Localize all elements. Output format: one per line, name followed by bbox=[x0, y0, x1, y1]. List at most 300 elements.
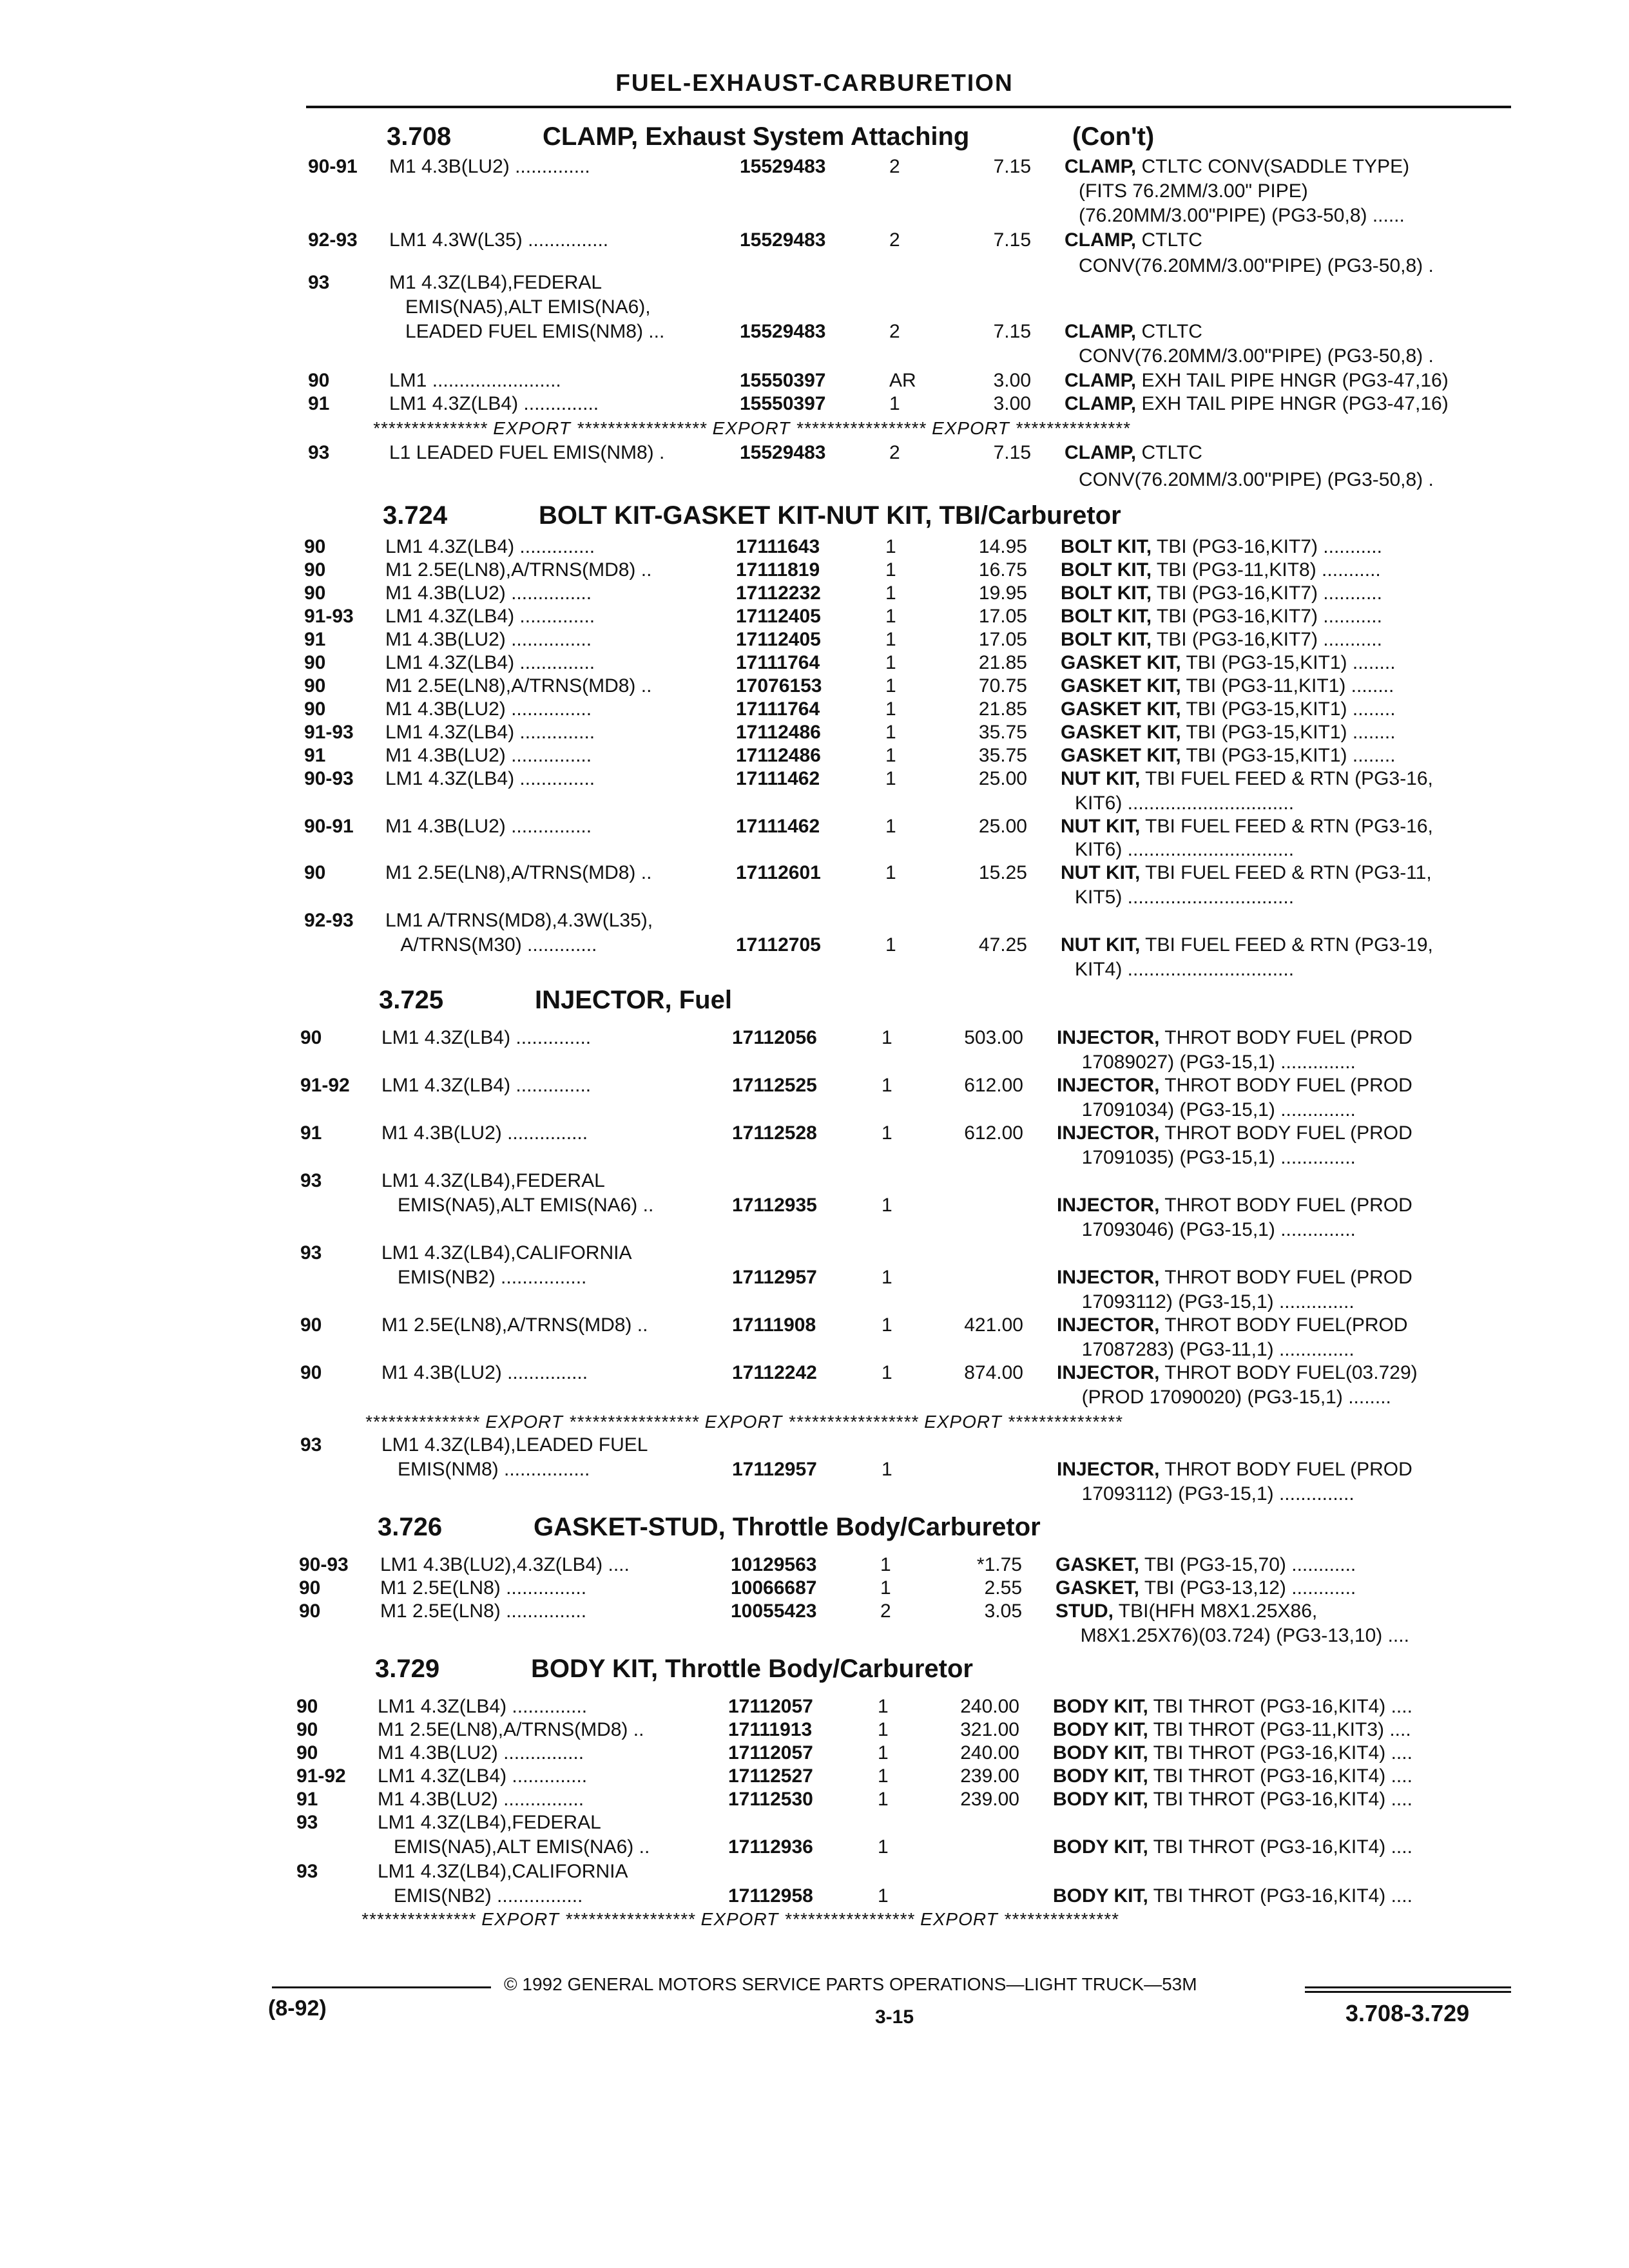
part-name: INJECTOR, bbox=[1057, 1362, 1160, 1383]
price: 47.25 bbox=[978, 934, 1027, 956]
part-description bbox=[1061, 814, 1433, 839]
model-year: 90 bbox=[299, 1577, 321, 1599]
part-detail: TBI THROT (PG3-11,KIT3) .... bbox=[1148, 1719, 1411, 1740]
quantity: 1 bbox=[885, 722, 896, 743]
part-detail: KIT6) ............................... bbox=[1075, 793, 1295, 814]
table-row bbox=[0, 295, 1629, 321]
part-detail: TBI THROT (PG3-16,KIT4) .... bbox=[1148, 1765, 1412, 1787]
table-row bbox=[0, 271, 1629, 296]
model-year: 91 bbox=[296, 1789, 318, 1810]
quantity: 1 bbox=[882, 1122, 892, 1144]
part-name: BODY KIT, bbox=[1053, 1742, 1148, 1763]
price: 14.95 bbox=[978, 536, 1027, 557]
application: M1 4.3B(LU2) ............... bbox=[385, 816, 592, 837]
quantity: 1 bbox=[880, 1577, 891, 1599]
table-row bbox=[0, 1764, 1629, 1790]
table-row bbox=[0, 1290, 1629, 1316]
quantity: 1 bbox=[885, 582, 896, 604]
part-name: GASKET, bbox=[1055, 1577, 1140, 1599]
part-name: NUT KIT, bbox=[1061, 862, 1141, 883]
part-number: 17112530 bbox=[728, 1789, 813, 1810]
part-detail: TBI (PG3-15,KIT1) ........ bbox=[1181, 745, 1396, 766]
part-number: 10055423 bbox=[731, 1600, 817, 1622]
table-row bbox=[0, 369, 1629, 394]
application: LM1 4.3B(LU2),4.3Z(LB4) .... bbox=[380, 1554, 630, 1575]
part-detail: THROT BODY FUEL (PROD bbox=[1159, 1195, 1412, 1216]
quantity: 1 bbox=[885, 606, 896, 627]
price: 7.15 bbox=[993, 156, 1031, 177]
part-description bbox=[1057, 1313, 1408, 1338]
part-description bbox=[1079, 179, 1308, 204]
part-detail: THROT BODY FUEL (PROD bbox=[1159, 1122, 1412, 1144]
part-detail: TBI (PG3-16,KIT7) ........... bbox=[1152, 536, 1382, 557]
quantity: 2 bbox=[889, 156, 900, 177]
quantity: 1 bbox=[885, 745, 896, 766]
price: 239.00 bbox=[960, 1789, 1019, 1810]
part-number: 17112936 bbox=[728, 1836, 813, 1858]
part-number: 17112486 bbox=[736, 745, 821, 766]
part-detail: TBI (PG3-15,KIT1) ........ bbox=[1181, 652, 1396, 673]
quantity: 1 bbox=[885, 768, 896, 789]
part-detail: CONV(76.20MM/3.00"PIPE) (PG3-50,8) . bbox=[1079, 469, 1434, 490]
part-description bbox=[1061, 651, 1396, 675]
section-continued: (Con't) bbox=[1072, 122, 1155, 151]
part-name: BOLT KIT, bbox=[1061, 559, 1152, 581]
part-detail: TBI FUEL FEED & RTN (PG3-11, bbox=[1140, 862, 1432, 883]
quantity: 1 bbox=[885, 862, 896, 883]
footer-rule-left bbox=[272, 1986, 491, 1988]
table-row bbox=[0, 1860, 1629, 1885]
part-number: 17111462 bbox=[736, 816, 820, 837]
table-row bbox=[0, 179, 1629, 205]
section-number: 3.729 bbox=[375, 1655, 440, 1683]
part-number: 17111462 bbox=[736, 768, 820, 789]
part-detail: TBI FUEL FEED & RTN (PG3-19, bbox=[1140, 934, 1433, 956]
quantity: 1 bbox=[885, 559, 896, 581]
export-divider: *************** EXPORT ***************** EXPORT ***************** EXPORT *************** bbox=[365, 1412, 1123, 1432]
part-name: BODY KIT, bbox=[1053, 1696, 1148, 1717]
table-row bbox=[0, 1835, 1629, 1861]
part-name: INJECTOR, bbox=[1057, 1195, 1160, 1216]
quantity: 1 bbox=[878, 1719, 889, 1740]
quantity: 1 bbox=[882, 1362, 892, 1383]
model-year: 90 bbox=[300, 1027, 322, 1048]
part-number: 10129563 bbox=[731, 1554, 817, 1575]
part-description bbox=[1061, 535, 1382, 559]
table-row bbox=[0, 1695, 1629, 1720]
model-year: 90 bbox=[304, 698, 326, 720]
table-row bbox=[0, 344, 1629, 370]
table-row bbox=[0, 1338, 1629, 1363]
model-year: 92-93 bbox=[308, 229, 358, 251]
part-number: 17112957 bbox=[732, 1267, 817, 1288]
application: M1 4.3B(LU2) ............... bbox=[385, 582, 592, 604]
part-description bbox=[1057, 1026, 1412, 1050]
part-name: BODY KIT, bbox=[1053, 1885, 1148, 1907]
section-heading bbox=[0, 1512, 1629, 1544]
section-title: INJECTOR, Fuel bbox=[535, 986, 732, 1014]
model-year: 93 bbox=[300, 1434, 322, 1456]
part-description bbox=[1061, 861, 1432, 885]
price: 35.75 bbox=[978, 722, 1027, 743]
application: LEADED FUEL EMIS(NM8) ... bbox=[389, 321, 665, 342]
quantity: 1 bbox=[885, 934, 896, 956]
part-name: BODY KIT, bbox=[1053, 1765, 1148, 1787]
part-description bbox=[1075, 791, 1294, 816]
part-detail: TBI THROT (PG3-16,KIT4) .... bbox=[1148, 1789, 1412, 1810]
table-row bbox=[0, 933, 1629, 959]
part-detail: 17089027) (PG3-15,1) .............. bbox=[1071, 1052, 1356, 1073]
price: 19.95 bbox=[978, 582, 1027, 604]
price: 7.15 bbox=[993, 321, 1031, 342]
price: 874.00 bbox=[964, 1362, 1023, 1383]
part-description bbox=[1065, 228, 1202, 253]
quantity: 1 bbox=[885, 675, 896, 697]
part-detail: TBI THROT (PG3-16,KIT4) .... bbox=[1148, 1836, 1412, 1858]
model-year: 91 bbox=[300, 1122, 322, 1144]
application: M1 4.3Z(LB4),FEDERAL bbox=[389, 272, 602, 293]
table-row bbox=[0, 628, 1629, 653]
application: M1 4.3B(LU2) ............... bbox=[385, 698, 592, 720]
part-description bbox=[1061, 767, 1433, 791]
application: M1 2.5E(LN8) ............... bbox=[380, 1577, 587, 1599]
table-row bbox=[0, 468, 1629, 494]
quantity: 1 bbox=[878, 1836, 889, 1858]
table-row bbox=[0, 1884, 1629, 1910]
table-row bbox=[0, 1433, 1629, 1459]
part-number: 17112405 bbox=[736, 629, 821, 650]
part-description bbox=[1061, 933, 1433, 957]
table-row bbox=[0, 1073, 1629, 1099]
application: M1 4.3B(LU2) ............... bbox=[378, 1789, 584, 1810]
part-description bbox=[1071, 1146, 1356, 1170]
model-year: 90 bbox=[300, 1314, 322, 1336]
application: LM1 ........................ bbox=[389, 370, 561, 391]
application: LM1 4.3Z(LB4) .............. bbox=[378, 1765, 588, 1787]
footer-date: (8-92) bbox=[268, 1996, 327, 2021]
part-name: GASKET KIT, bbox=[1061, 675, 1181, 697]
part-number: 17112957 bbox=[732, 1459, 817, 1480]
price: 25.00 bbox=[978, 768, 1027, 789]
quantity: 2 bbox=[889, 229, 900, 251]
part-number: 17112486 bbox=[736, 722, 821, 743]
table-row bbox=[0, 1146, 1629, 1171]
part-name: NUT KIT, bbox=[1061, 934, 1141, 956]
part-description bbox=[1061, 720, 1396, 745]
part-description bbox=[1065, 441, 1202, 465]
quantity: 1 bbox=[880, 1554, 891, 1575]
part-detail: CTLTC CONV(SADDLE TYPE) bbox=[1136, 156, 1410, 177]
quantity: 1 bbox=[878, 1789, 889, 1810]
price: 7.15 bbox=[993, 442, 1031, 463]
application: M1 4.3B(LU2) .............. bbox=[389, 156, 590, 177]
quantity: 1 bbox=[878, 1696, 889, 1717]
part-name: INJECTOR, bbox=[1057, 1122, 1160, 1144]
application: M1 2.5E(LN8),A/TRNS(MD8) .. bbox=[385, 862, 652, 883]
price: 240.00 bbox=[960, 1742, 1019, 1763]
part-detail: 17093112) (PG3-15,1) .............. bbox=[1071, 1483, 1354, 1504]
table-row bbox=[0, 1169, 1629, 1195]
price: 21.85 bbox=[978, 652, 1027, 673]
table-row bbox=[0, 441, 1629, 466]
quantity: 1 bbox=[882, 1314, 892, 1336]
part-number: 17111908 bbox=[732, 1314, 816, 1336]
part-description bbox=[1053, 1835, 1412, 1860]
table-row bbox=[0, 1265, 1629, 1291]
quantity: 1 bbox=[885, 816, 896, 837]
table-row bbox=[0, 744, 1629, 769]
part-number: 15550397 bbox=[740, 393, 826, 414]
part-description bbox=[1053, 1884, 1412, 1908]
part-name: BOLT KIT, bbox=[1061, 536, 1152, 557]
part-description bbox=[1061, 744, 1396, 768]
part-description bbox=[1075, 957, 1294, 982]
part-number: 17111913 bbox=[728, 1719, 813, 1740]
part-name: GASKET KIT, bbox=[1061, 652, 1181, 673]
price: 17.05 bbox=[978, 629, 1027, 650]
part-detail: TBI FUEL FEED & RTN (PG3-16, bbox=[1140, 768, 1433, 789]
part-name: INJECTOR, bbox=[1057, 1267, 1160, 1288]
price: 17.05 bbox=[978, 606, 1027, 627]
part-detail: TBI THROT (PG3-16,KIT4) .... bbox=[1148, 1696, 1412, 1717]
part-detail: KIT5) ............................... bbox=[1075, 887, 1295, 908]
part-number: 15529483 bbox=[740, 229, 826, 251]
part-description bbox=[1053, 1741, 1412, 1765]
part-name: INJECTOR, bbox=[1057, 1027, 1160, 1048]
table-row bbox=[0, 604, 1629, 630]
application: LM1 4.3Z(LB4),FEDERAL bbox=[378, 1812, 601, 1833]
quantity: 1 bbox=[885, 652, 896, 673]
table-row bbox=[0, 1718, 1629, 1744]
table-row bbox=[0, 1026, 1629, 1052]
part-description bbox=[1061, 628, 1382, 652]
part-name: INJECTOR, bbox=[1057, 1075, 1160, 1096]
part-number: 15529483 bbox=[740, 442, 826, 463]
application: LM1 A/TRNS(MD8),4.3W(L35), bbox=[385, 910, 653, 931]
part-number: 17112242 bbox=[732, 1362, 817, 1383]
page-header-title: FUEL-EXHAUST-CARBURETION bbox=[615, 70, 1014, 96]
part-detail: EXH TAIL PIPE HNGR (PG3-47,16) bbox=[1136, 393, 1449, 414]
table-row bbox=[0, 1457, 1629, 1483]
application: LM1 4.3Z(LB4) .............. bbox=[385, 606, 595, 627]
price: 612.00 bbox=[964, 1075, 1023, 1096]
price: *1.75 bbox=[976, 1554, 1022, 1575]
quantity: 1 bbox=[878, 1765, 889, 1787]
table-row bbox=[0, 1098, 1629, 1124]
section-heading bbox=[0, 1653, 1629, 1686]
part-name: BOLT KIT, bbox=[1061, 629, 1152, 650]
section-title: BOLT KIT-GASKET KIT-NUT KIT, TBI/Carburetor bbox=[539, 501, 1121, 530]
footer-section-range: 3.708-3.729 bbox=[1345, 2000, 1470, 2026]
part-description bbox=[1065, 155, 1409, 179]
model-year: 91 bbox=[308, 393, 330, 414]
quantity: 1 bbox=[885, 698, 896, 720]
model-year: 90-91 bbox=[308, 156, 358, 177]
part-name: STUD, bbox=[1055, 1600, 1113, 1622]
footer-page-number: 3-15 bbox=[875, 2006, 914, 2028]
application: L1 LEADED FUEL EMIS(NM8) . bbox=[389, 442, 665, 463]
application: LM1 4.3Z(LB4) .............. bbox=[381, 1027, 592, 1048]
table-row bbox=[0, 1576, 1629, 1602]
part-description bbox=[1053, 1787, 1412, 1812]
table-row bbox=[0, 767, 1629, 793]
quantity: 1 bbox=[878, 1742, 889, 1763]
section-number: 3.724 bbox=[383, 501, 448, 530]
model-year: 93 bbox=[308, 442, 330, 463]
table-row bbox=[0, 1811, 1629, 1836]
part-description bbox=[1053, 1695, 1412, 1719]
part-number: 17112232 bbox=[736, 582, 821, 604]
model-year: 93 bbox=[296, 1812, 318, 1833]
part-name: BOLT KIT, bbox=[1061, 582, 1152, 604]
quantity: 1 bbox=[882, 1075, 892, 1096]
part-detail: THROT BODY FUEL (PROD bbox=[1159, 1075, 1412, 1096]
price: 16.75 bbox=[978, 559, 1027, 581]
model-year: 90 bbox=[300, 1362, 322, 1383]
model-year: 93 bbox=[296, 1861, 318, 1882]
table-row bbox=[0, 674, 1629, 700]
model-year: 90 bbox=[308, 370, 330, 391]
part-description bbox=[1061, 674, 1394, 698]
part-detail: 17087283) (PG3-11,1) .............. bbox=[1071, 1339, 1354, 1360]
price: 421.00 bbox=[964, 1314, 1023, 1336]
section-number: 3.725 bbox=[379, 986, 444, 1014]
application: M1 4.3B(LU2) ............... bbox=[385, 629, 592, 650]
part-description bbox=[1071, 1290, 1354, 1314]
application: LM1 4.3Z(LB4) .............. bbox=[381, 1075, 592, 1096]
part-number: 17112057 bbox=[728, 1696, 813, 1717]
quantity: 2 bbox=[889, 442, 900, 463]
quantity: 1 bbox=[882, 1267, 892, 1288]
model-year: 91-93 bbox=[304, 722, 354, 743]
part-description bbox=[1065, 369, 1449, 393]
part-detail: THROT BODY FUEL(PROD bbox=[1159, 1314, 1408, 1336]
table-row bbox=[0, 1193, 1629, 1219]
part-name: BODY KIT, bbox=[1053, 1836, 1148, 1858]
part-name: CLAMP, bbox=[1065, 442, 1137, 463]
table-row bbox=[0, 581, 1629, 607]
part-name: CLAMP, bbox=[1065, 393, 1137, 414]
model-year: 90-93 bbox=[304, 768, 354, 789]
application: M1 2.5E(LN8),A/TRNS(MD8) .. bbox=[381, 1314, 648, 1336]
price: 3.00 bbox=[993, 393, 1031, 414]
application: A/TRNS(M30) ............. bbox=[385, 934, 597, 956]
table-row bbox=[0, 791, 1629, 817]
application: EMIS(NA5),ALT EMIS(NA6) .. bbox=[378, 1836, 650, 1858]
application: M1 2.5E(LN8),A/TRNS(MD8) .. bbox=[385, 675, 652, 697]
part-number: 17112958 bbox=[728, 1885, 813, 1907]
price: 239.00 bbox=[960, 1765, 1019, 1787]
price: 35.75 bbox=[978, 745, 1027, 766]
table-row bbox=[0, 1599, 1629, 1625]
part-number: 15529483 bbox=[740, 321, 826, 342]
part-detail: M8X1.25X76)(03.724) (PG3-13,10) .... bbox=[1070, 1625, 1409, 1646]
part-detail: TBI (PG3-13,12) ............ bbox=[1139, 1577, 1356, 1599]
part-detail: THROT BODY FUEL (PROD bbox=[1159, 1267, 1412, 1288]
application: LM1 4.3Z(LB4) .............. bbox=[385, 652, 595, 673]
quantity: 2 bbox=[889, 321, 900, 342]
table-row bbox=[0, 697, 1629, 723]
application: LM1 4.3Z(LB4) .............. bbox=[378, 1696, 588, 1717]
part-name: CLAMP, bbox=[1065, 370, 1137, 391]
price: 3.00 bbox=[993, 370, 1031, 391]
table-row bbox=[0, 908, 1629, 934]
model-year: 91 bbox=[304, 745, 326, 766]
application: EMIS(NB2) ................ bbox=[378, 1885, 583, 1907]
model-year: 91 bbox=[304, 629, 326, 650]
part-number: 17112528 bbox=[732, 1122, 817, 1144]
part-description bbox=[1057, 1073, 1412, 1098]
application: EMIS(NB2) ................ bbox=[381, 1267, 587, 1288]
table-row bbox=[0, 155, 1629, 180]
part-number: 17111764 bbox=[736, 652, 820, 673]
part-number: 17111819 bbox=[736, 559, 820, 581]
part-name: GASKET KIT, bbox=[1061, 698, 1181, 720]
part-detail: 17091034) (PG3-15,1) .............. bbox=[1071, 1099, 1356, 1120]
header-rule bbox=[306, 106, 1511, 108]
table-row bbox=[0, 204, 1629, 229]
price: 321.00 bbox=[960, 1719, 1019, 1740]
part-description bbox=[1071, 1218, 1356, 1242]
section-number: 3.708 bbox=[387, 122, 452, 151]
application: LM1 4.3Z(LB4),CALIFORNIA bbox=[381, 1242, 632, 1264]
quantity: 1 bbox=[882, 1459, 892, 1480]
part-description bbox=[1057, 1457, 1412, 1482]
price: 3.05 bbox=[984, 1600, 1022, 1622]
quantity: AR bbox=[889, 370, 916, 391]
table-row bbox=[0, 838, 1629, 863]
part-number: 17112405 bbox=[736, 606, 821, 627]
part-detail: CTLTC bbox=[1136, 321, 1202, 342]
section-heading bbox=[0, 121, 1629, 153]
part-detail: TBI (PG3-16,KIT7) ........... bbox=[1152, 582, 1382, 604]
part-number: 17111643 bbox=[736, 536, 820, 557]
part-description bbox=[1065, 392, 1449, 416]
part-description bbox=[1053, 1718, 1411, 1742]
part-name: CLAMP, bbox=[1065, 156, 1137, 177]
part-description bbox=[1057, 1121, 1412, 1146]
part-description bbox=[1061, 581, 1382, 606]
part-detail: 17093112) (PG3-15,1) .............. bbox=[1071, 1291, 1354, 1312]
model-year: 92-93 bbox=[304, 910, 354, 931]
model-year: 91-93 bbox=[304, 606, 354, 627]
part-name: GASKET KIT, bbox=[1061, 745, 1181, 766]
part-detail: 17091035) (PG3-15,1) .............. bbox=[1071, 1147, 1356, 1168]
table-row bbox=[0, 1385, 1629, 1411]
part-name: BODY KIT, bbox=[1053, 1719, 1148, 1740]
part-detail: (76.20MM/3.00"PIPE) (PG3-50,8) ...... bbox=[1079, 205, 1405, 226]
price: 15.25 bbox=[978, 862, 1027, 883]
section-heading bbox=[0, 500, 1629, 532]
quantity: 2 bbox=[880, 1600, 891, 1622]
table-row bbox=[0, 1482, 1629, 1508]
model-year: 90 bbox=[304, 582, 326, 604]
part-detail: TBI (PG3-15,KIT1) ........ bbox=[1181, 722, 1396, 743]
quantity: 1 bbox=[882, 1195, 892, 1216]
part-description bbox=[1055, 1553, 1356, 1577]
part-name: INJECTOR, bbox=[1057, 1314, 1160, 1336]
application: M1 2.5E(LN8),A/TRNS(MD8) .. bbox=[385, 559, 652, 581]
model-year: 93 bbox=[300, 1242, 322, 1264]
table-row bbox=[0, 1241, 1629, 1267]
price: 7.15 bbox=[993, 229, 1031, 251]
part-number: 15550397 bbox=[740, 370, 826, 391]
model-year: 90-93 bbox=[299, 1554, 349, 1575]
part-detail: CTLTC bbox=[1136, 229, 1202, 251]
table-row bbox=[0, 320, 1629, 345]
part-number: 17111764 bbox=[736, 698, 820, 720]
part-number: 17112527 bbox=[728, 1765, 813, 1787]
